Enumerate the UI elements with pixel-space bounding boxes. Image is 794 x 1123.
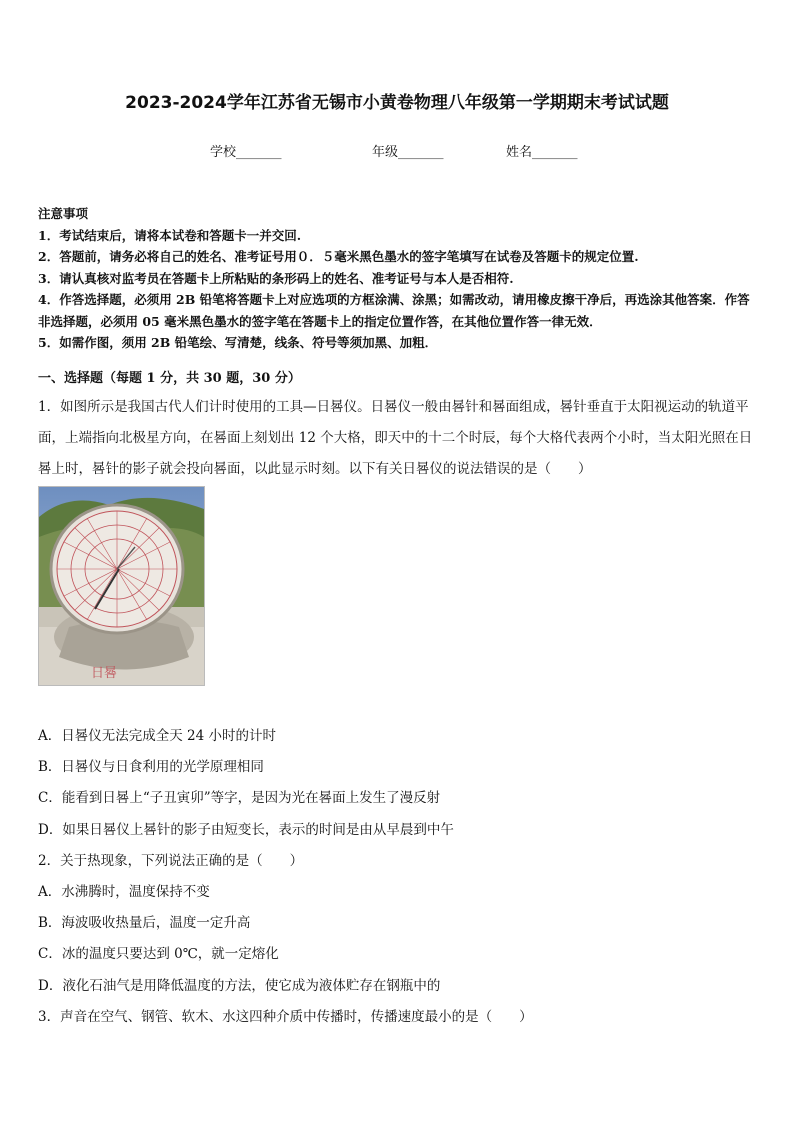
option-line: A．水沸腾时，温度保持不变 — [38, 883, 210, 900]
notice-item: 2．答题前，请务必将自己的姓名、准考证号用０．５毫米黑色墨水的签字笔填写在试卷及答题卡的规定位置. — [38, 249, 639, 264]
notice-heading: 注意事项 — [38, 206, 89, 221]
student-info-fields — [0, 141, 794, 159]
option-line: A．日晷仪无法完成全天 24 小时的计时 — [38, 728, 277, 744]
notice-item: 1．考试结束后，请将本试卷和答题卡一并交回. — [38, 227, 302, 243]
school-field[interactable]: 学校_______ — [210, 145, 282, 160]
question-lines — [38, 724, 760, 1036]
notice-block — [38, 203, 758, 354]
page-title: 2023-2024学年江苏省无锡市小黄卷物理八年级第一学期期末考试试题 — [125, 93, 669, 113]
notice-item: 5．如需作图，须用 2B 铅笔绘、写清楚，线条、符号等须加黑、加粗． — [38, 335, 438, 350]
option-line: C．冰的温度只要达到 0℃，就一定熔化 — [38, 946, 279, 963]
option-line: B．海波吸收热量后，温度一定升高 — [38, 915, 251, 932]
option-line: B．日晷仪与日食利用的光学原理相同 — [38, 759, 264, 776]
section-title: 一、选择题（每题 1 分，共 30 题，30 分） — [38, 371, 301, 386]
option-line: D．液化石油气是用降低温度的方法，使它成为液体贮存在钢瓶中的 — [38, 977, 441, 994]
figure-caption: 日晷 — [91, 666, 118, 681]
notice-item: 4．作答选择题，必须用 2B 铅笔将答题卡上对应选项的方框涂满、涂黑；如需改动，请用橡皮擦干净后，再选涂其他答案．作答非选择题，必须用 05 毫米黑色墨水的签字笔在答题卡上的指定位置作答，在其他位置作答一律无效． — [38, 292, 750, 329]
sundial-photo — [38, 486, 205, 686]
notice-item: 3．请认真核对监考员在答题卡上所粘贴的条形码上的姓名、准考证号与本人是否相符. — [38, 270, 514, 286]
question-2-stem: 2．关于热现象，下列说法正确的是（ ） — [38, 852, 304, 869]
sundial-image — [39, 487, 204, 685]
question-1-stem: 1．如图所示是我国古代人们计时使用的工具—日晷仪。日晷仪一般由晷针和晷面组成，晷针垂直于太阳视运动的轨道平面，上端指向北极星方向，在晷面上刻划出 12 个大格，即天中的十二个时辰，每个大格代表两个小时，当太阳光照在日晷上时，晷针的影子就会投向晷面，以此显示时刻。以下有关日晷仪的说法错误的是（ ） — [38, 399, 753, 477]
question-3-stem: 3．声音在空气、钢管、软木、水这四种介质中传播时，传播速度最小的是（ ） — [38, 1008, 533, 1025]
name-field[interactable]: 姓名_______ — [506, 145, 578, 160]
option-line: C．能看到日晷上“子丑寅卯”等字，是因为光在晷面上发生了漫反射 — [38, 790, 441, 807]
option-line: D．如果日晷仪上晷针的影子由短变长，表示的时间是由从早晨到中午 — [38, 821, 454, 838]
grade-field[interactable]: 年级_______ — [372, 145, 444, 160]
